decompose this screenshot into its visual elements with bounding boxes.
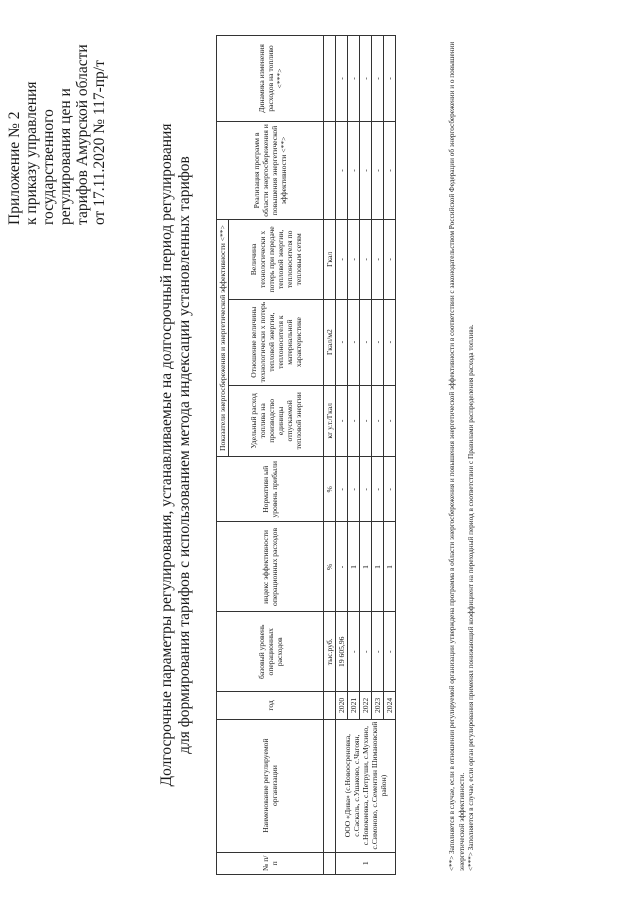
unit-specific-fuel: кг у.т./Гкал [324,385,336,457]
header-program: Реализация программ в области энергосбережения и повышения энергетической эффективности <**> [217,121,324,219]
cell-specific-fuel: - [384,385,396,457]
cell-program: - [372,121,384,219]
unit-loss-ratio: Гкал/м2 [324,299,336,385]
cell-loss-value: - [360,220,372,300]
cell-loss-ratio: - [360,299,372,385]
header-specific-fuel: Удельный расход топлива на производство единицы отпускаемой тепловой энергии [229,385,324,457]
cell-program: - [360,121,372,219]
cell-dynamics: - [336,36,348,122]
unit-cell-empty [324,852,336,874]
cell-year: 2022 [360,692,372,720]
unit-profit-level: % [324,457,336,522]
org-name: ООО «Дива» (с.Новоосреновка, с.Саскаль, с.Ушаково, с.Чагоян, с.Новокиевка, с.Петруши, с.Мухино, с.Симоново, с.Сементин Шимановский район) [336,719,396,852]
cell-dynamics: - [360,36,372,122]
cell-efficiency-index: - [336,522,348,612]
cell-year: 2024 [384,692,396,720]
cell-profit-level: - [372,457,384,522]
unit-cell-empty [324,692,336,720]
appendix-line: к приказу управления [23,81,40,225]
unit-base-level: тыс.руб. [324,612,336,692]
header-loss-ratio: Отношение величины технологически х потерь тепловой энергии, теплоносителя к материальной характеристике [229,299,324,385]
cell-year: 2023 [372,692,384,720]
cell-efficiency-index: 1 [348,522,360,612]
header-efficiency-index: индекс эффективности операционных расходов [217,522,324,612]
cell-specific-fuel: - [372,385,384,457]
unit-efficiency-index: % [324,522,336,612]
cell-profit-level: - [384,457,396,522]
header-year: год [217,692,324,720]
cell-base-level: - [372,612,384,692]
appendix-header [6,15,108,225]
cell-specific-fuel: - [348,385,360,457]
cell-loss-ratio: - [348,299,360,385]
appendix-line: государственного [40,109,57,225]
cell-loss-value: - [348,220,360,300]
document-title [158,45,194,865]
unit-cell-empty [324,719,336,852]
footnote: <***> Заполняется в случае, если орган регулирования применял понижающий коэффициент на переходный период в соответствии с Правилами распределения расхода топлива. [467,324,475,871]
title-line: Долгосрочные параметры регулирования, устанавливаемые на долгосрочный период регулирования [158,123,175,787]
unit-cell-empty [324,121,336,219]
cell-base-level: - [384,612,396,692]
table-row [336,36,348,875]
cell-efficiency-index: 1 [360,522,372,612]
unit-loss-value: Гкал [324,220,336,300]
cell-efficiency-index: 1 [372,522,384,612]
cell-program: - [336,121,348,219]
cell-base-level: 19 605,96 [336,612,348,692]
header-num: № п/ п [217,852,324,874]
header-energy-group: Показатели энергосбережения и энергетической эффективности <**> [217,220,229,457]
cell-year: 2020 [336,692,348,720]
cell-dynamics: - [384,36,396,122]
appendix-line: Приложение № 2 [6,111,23,225]
parameters-table [216,35,396,875]
cell-loss-ratio: - [372,299,384,385]
unit-cell-empty [324,36,336,122]
cell-dynamics: - [372,36,384,122]
cell-profit-level: - [348,457,360,522]
cell-specific-fuel: - [360,385,372,457]
cell-loss-value: - [372,220,384,300]
row-number: 1 [336,852,396,874]
cell-base-level: - [348,612,360,692]
header-loss-value: Величина технологически х потерь при передаче тепловой энергии, теплоносителя по тепловым сетям [229,220,324,300]
cell-profit-level: - [336,457,348,522]
cell-base-level: - [360,612,372,692]
header-dynamics: Динамика изменения расходов на топливо <***> [217,36,324,122]
cell-loss-ratio: - [336,299,348,385]
appendix-line: от 17.11.2020 № 117-пр/т [91,60,108,225]
cell-loss-value: - [384,220,396,300]
footnotes [448,31,477,871]
appendix-line: регулирования цен и [57,88,74,225]
cell-efficiency-index: 1 [384,522,396,612]
cell-profit-level: - [360,457,372,522]
appendix-line: тарифов Амурской области [74,44,91,225]
header-org: Наименование регулируемой организации [217,719,324,852]
cell-program: - [348,121,360,219]
footnote: <**> Заполняется в случае, если в отношении регулируемой организации утверждена программа в области энергосбережения и повышения энергетической эффективности в соответствии с законодательством Российской Федерации об энергосбережении и о повышении энергетической эффективности. [448,41,466,871]
cell-specific-fuel: - [336,385,348,457]
title-line: для формирования тарифов с использованием метода индексации установленных тарифов [176,156,193,754]
cell-dynamics: - [348,36,360,122]
cell-program: - [384,121,396,219]
cell-loss-ratio: - [384,299,396,385]
header-profit-level: Нормативн ый уровень прибыли [217,457,324,522]
header-base-level: базовый уровень операционных расходов [217,612,324,692]
cell-year: 2021 [348,692,360,720]
cell-loss-value: - [336,220,348,300]
